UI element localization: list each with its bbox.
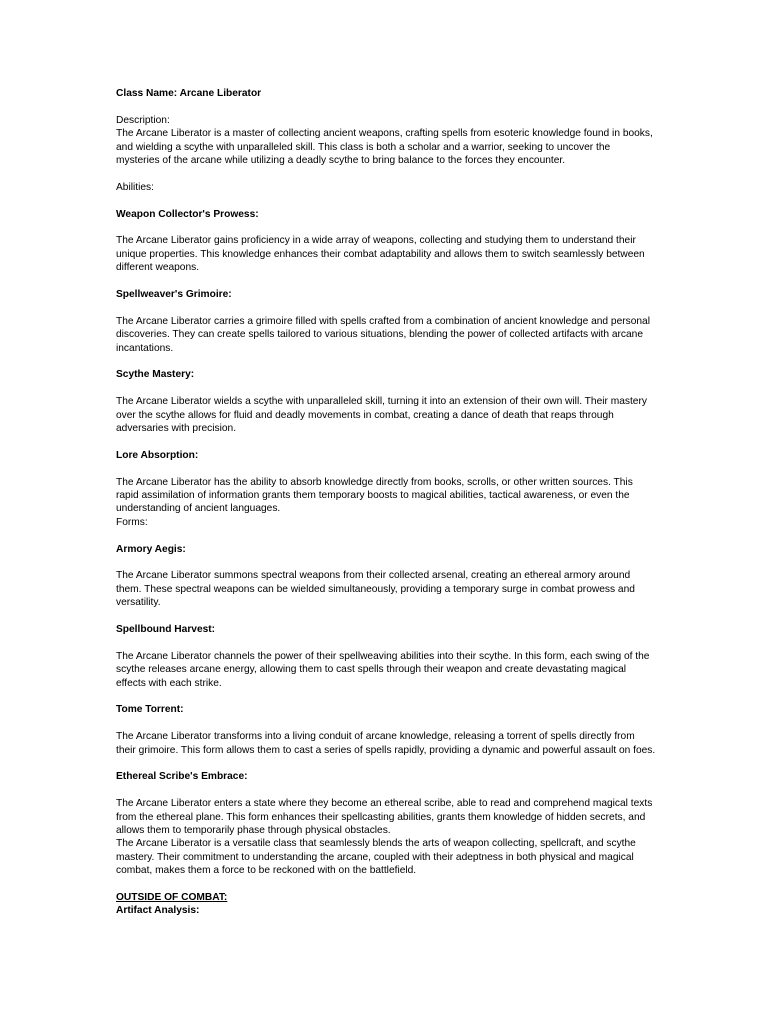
artifact-analysis-heading: Artifact Analysis: <box>116 905 200 917</box>
class-name: Class Name: Arcane Liberator <box>116 88 262 99</box>
outside-combat-heading: OUTSIDE OF COMBAT: <box>116 892 228 904</box>
spacer <box>116 100 656 113</box>
abilities-label: Abilities: <box>116 181 154 193</box>
spacer <box>116 556 656 569</box>
spacer <box>116 610 656 623</box>
form-title: Ethereal Scribe's Embrace: <box>116 771 248 783</box>
ability-text: The Arcane Liberator carries a grimoire filled with spells crafted from a combination of ancient knowledge and personal discoveries. They can create spells tailored to various situations, blending the power of collected artifacts with arcane incantations. <box>116 315 650 354</box>
spacer <box>116 878 656 891</box>
spacer <box>116 690 656 703</box>
ability-text: The Arcane Liberator gains proficiency in a wide array of weapons, collecting and studying them to understand their unique properties. This knowledge enhances their combat adaptability and allows them to switch seamlessly between different weapons. <box>116 235 645 274</box>
spacer <box>116 275 656 288</box>
ability-text: The Arcane Liberator has the ability to absorb knowledge directly from books, scrolls, or other written sources. This rapid assimilation of information grants them temporary boosts to magical abilities, tactical awareness, or even the understanding of ancient languages. <box>116 476 633 515</box>
form-title: Tome Torrent: <box>116 704 184 716</box>
spacer <box>116 382 656 395</box>
form-text: The Arcane Liberator transforms into a living conduit of arcane knowledge, releasing a torrent of spells directly from their grimoire. This form allows them to cast a series of spells rapidly, providing a dynamic and powerful assault on foes. <box>116 731 656 756</box>
spacer <box>116 784 656 797</box>
spacer <box>116 221 656 234</box>
spacer <box>116 529 656 542</box>
spacer <box>116 757 656 770</box>
form-text: The Arcane Liberator channels the power of their spellweaving abilities into their scythe. In this form, each swing of the scythe releases arcane energy, allowing them to cast spells through their weapon and create devastating magical effects with each strike. <box>116 650 650 689</box>
ability-title: Lore Absorption: <box>116 449 199 461</box>
spacer <box>116 462 656 475</box>
spacer <box>116 194 656 207</box>
form-text: The Arcane Liberator enters a state where they become an ethereal scribe, able to read and comprehend magical texts from the ethereal plane. This form enhances their spellcasting abilities, grants them knowledge of hidden secrets, and allows them to temporarily phase through physical obstacles. <box>116 798 653 837</box>
spacer <box>116 717 656 730</box>
spacer <box>116 301 656 314</box>
form-text: The Arcane Liberator summons spectral weapons from their collected arsenal, creating an ethereal armory around them. These spectral weapons can be wielded simultaneously, providing a temporary surge in combat prowess and versatility. <box>116 570 635 609</box>
ability-title: Spellweaver's Grimoire: <box>116 289 232 301</box>
document-page <box>116 87 656 918</box>
spacer <box>116 435 656 448</box>
form-title: Armory Aegis: <box>116 543 186 555</box>
spacer <box>116 636 656 649</box>
ability-title: Weapon Collector's Prowess: <box>116 208 259 220</box>
summary-text: The Arcane Liberator is a versatile class that seamlessly blends the arts of weapon collecting, spellcraft, and scythe mastery. Their commitment to understanding the arcane, coupled with their adeptness in both physical and magical combat, makes them a force to be reckoned with on the battlefield. <box>116 838 636 877</box>
spacer <box>116 355 656 368</box>
ability-title: Scythe Mastery: <box>116 369 195 381</box>
forms-label: Forms: <box>116 516 148 528</box>
spacer <box>116 167 656 180</box>
description-text: The Arcane Liberator is a master of collecting ancient weapons, crafting spells from esoteric knowledge found in books, and wielding a scythe with unparalleled skill. This class is both a scholar and a warrior, seeking to uncover the mysteries of the arcane while utilizing a deadly scythe to bring balance to the forces they encounter. <box>116 128 653 167</box>
form-title: Spellbound Harvest: <box>116 624 216 636</box>
ability-text: The Arcane Liberator wields a scythe with unparalleled skill, turning it into an extension of their own will. Their mastery over the scythe allows for fluid and deadly movements in combat, creating a dance of death that reaps through adversaries with precision. <box>116 396 647 435</box>
description-label: Description: <box>116 114 170 126</box>
